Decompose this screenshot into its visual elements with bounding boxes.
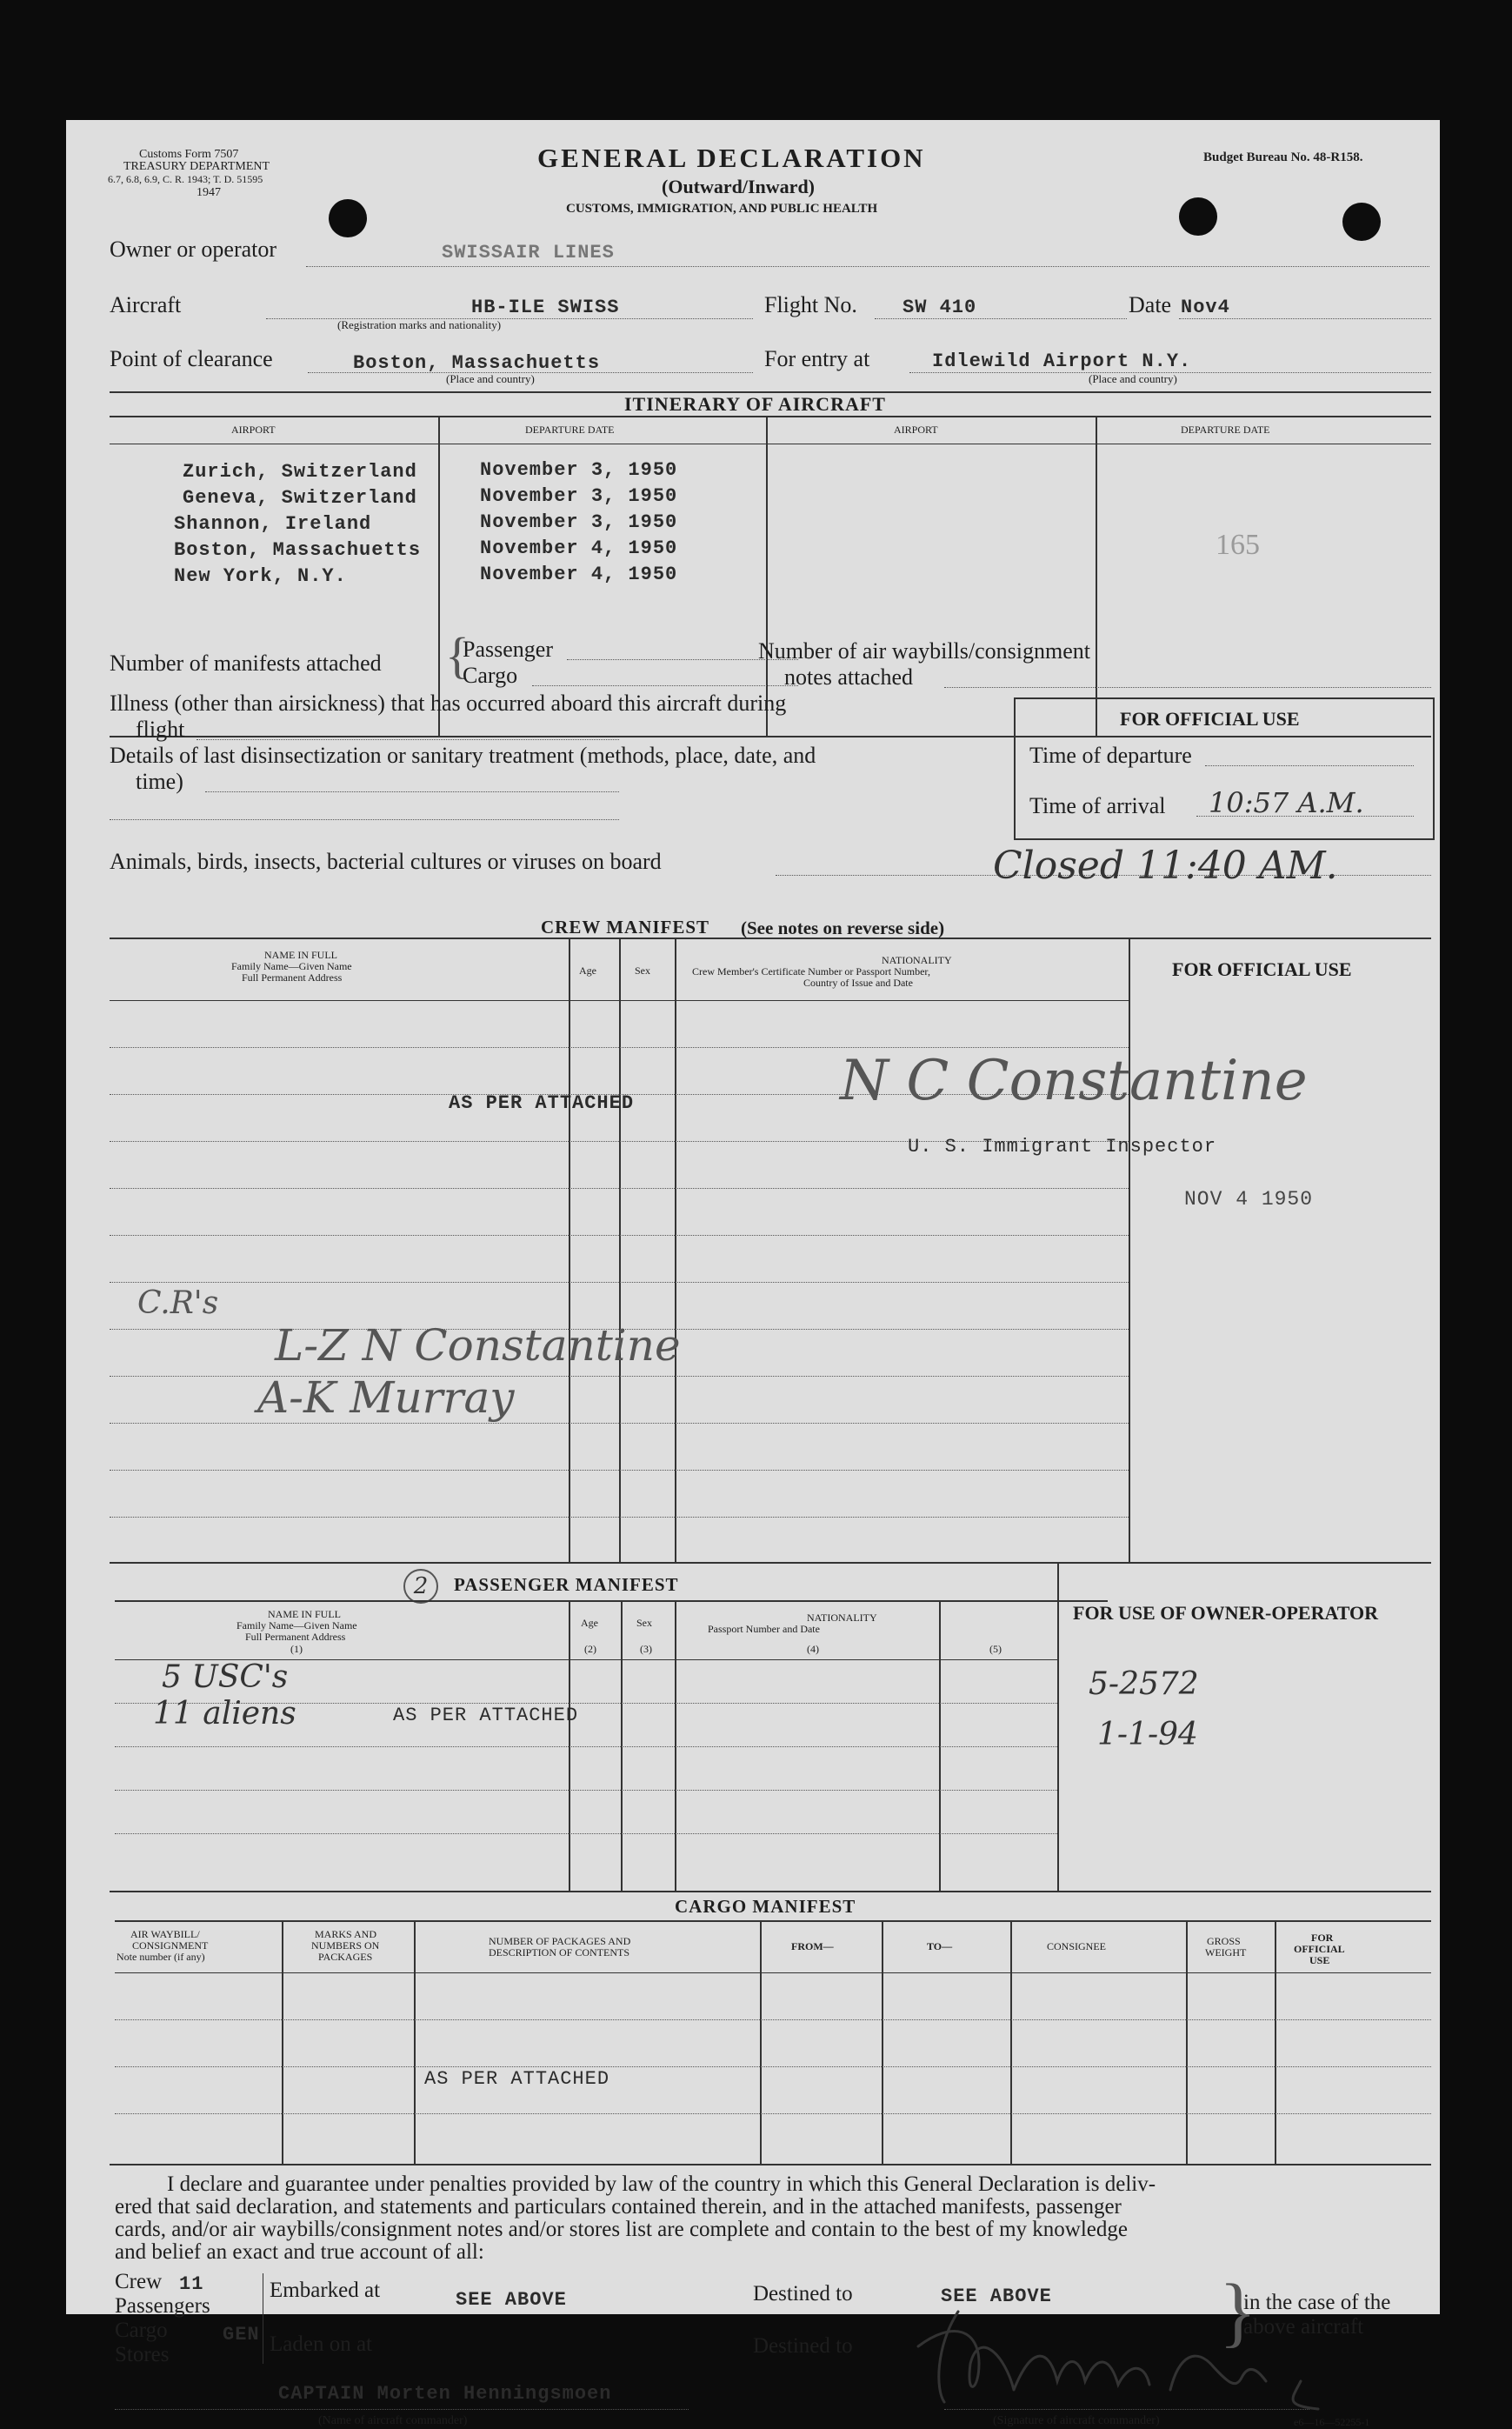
destined-label-2: Destined to — [753, 2334, 853, 2358]
form-code: e6—16—52255-1 — [1294, 2416, 1370, 2428]
aircraft-note: (Registration marks and nationality) — [337, 318, 502, 331]
flight-value: SW 410 — [903, 297, 977, 318]
cargo-label: Cargo — [115, 2319, 168, 2342]
cargo-col-waybill-sub1: CONSIGNMENT — [132, 1939, 209, 1952]
laden-label: Laden on at — [270, 2332, 373, 2356]
itinerary-airport: Geneva, Switzerland — [183, 487, 417, 509]
declaration-line4: and belief an exact and true account of all: — [115, 2240, 484, 2264]
passenger-note-uscs: 5 USC's — [162, 1659, 289, 1695]
crew-note-crs: C.R's — [137, 1285, 219, 1321]
crew-as-per-attached: AS PER ATTACHED — [449, 1092, 635, 1114]
cargo-col-consignee: CONSIGNEE — [1047, 1940, 1106, 1952]
commander-name: CAPTAIN Morten Henningsmoen — [278, 2383, 612, 2405]
itinerary-date: November 3, 1950 — [480, 511, 678, 533]
owner-note-line2: 1-1-94 — [1097, 1717, 1198, 1752]
itinerary-col-airport: AIRPORT — [231, 424, 276, 436]
crew-official-use: FOR OFFICIAL USE — [1172, 958, 1352, 980]
itinerary-date: November 4, 1950 — [480, 537, 678, 559]
budget-bureau-number: Budget Bureau No. 48-R158. — [1203, 150, 1363, 164]
form-subtitle: (Outward/Inward) — [662, 176, 816, 197]
manifests-label: Number of manifests attached — [110, 651, 382, 676]
passenger-col-name-sub2: Full Permanent Address — [245, 1631, 346, 1643]
crew-count: 11 — [179, 2273, 204, 2295]
case-label-2: above aircraft — [1243, 2315, 1364, 2339]
itinerary-title: ITINERARY OF AIRCRAFT — [624, 393, 886, 415]
animals-label: Animals, birds, insects, bacterial cultures or viruses on board — [110, 849, 662, 874]
cargo-col-official-sub1: OFFICIAL — [1294, 1943, 1345, 1955]
customs-form-number: Customs Form 7507 — [139, 148, 239, 161]
commander-signature — [883, 2294, 1344, 2416]
illness-label-line2: flight — [136, 717, 185, 742]
destined-label-1: Destined to — [753, 2282, 853, 2306]
passenger-col-nationality-num: (4) — [807, 1643, 819, 1655]
closed-note: Closed 11:40 AM. — [993, 844, 1338, 888]
treasury-label: TREASURY DEPARTMENT — [123, 160, 270, 173]
crew-manifest-title: CREW MANIFEST — [541, 917, 710, 938]
circled-number: 2 — [403, 1569, 438, 1604]
cargo-col-packages: NUMBER OF PACKAGES AND — [489, 1935, 631, 1947]
signature-label: (Signature of aircraft commander) — [993, 2414, 1160, 2427]
itinerary-airport: New York, N.Y. — [174, 565, 347, 587]
passenger-col-5-num: (5) — [989, 1643, 1002, 1655]
punch-hole — [329, 199, 367, 237]
date-label: Date — [1129, 292, 1172, 317]
clearance-note: (Place and country) — [446, 372, 535, 385]
passenger-col-name-num: (1) — [290, 1643, 303, 1655]
regs-label: 6.7, 6.8, 6.9, C. R. 1943; T. D. 51595 — [108, 173, 263, 185]
cargo-col-marks-sub2: PACKAGES — [318, 1951, 373, 1963]
crew-col-nationality: NATIONALITY — [882, 954, 952, 966]
departure-time-label: Time of departure — [1029, 743, 1192, 768]
clearance-label: Point of clearance — [110, 346, 273, 371]
entry-label: For entry at — [764, 346, 870, 371]
crew-col-name-sub2: Full Permanent Address — [242, 971, 343, 984]
brace-icon: } — [1219, 2269, 1257, 2355]
cargo-manifest-label: Cargo — [463, 663, 518, 688]
embarked-label: Embarked at — [270, 2279, 381, 2302]
owner-operator-use: FOR USE OF OWNER-OPERATOR — [1073, 1602, 1379, 1624]
waybills-label-line1: Number of air waybills/consignment — [758, 638, 1090, 664]
arrival-time-value: 10:57 A.M. — [1209, 786, 1364, 819]
disinsect-label-line1: Details of last disinsectization or sanitary treatment (methods, place, date, and — [110, 743, 816, 768]
form-year: 1947 — [196, 186, 221, 199]
itinerary-airport: Shannon, Ireland — [174, 513, 372, 535]
itinerary-stamp-number: 165 — [1216, 529, 1260, 561]
inspector-title: U. S. Immigrant Inspector — [908, 1136, 1217, 1158]
entry-value: Idlewild Airport N.Y. — [932, 350, 1192, 372]
owner-value: SWISSAIR LINES — [442, 242, 615, 264]
itinerary-col-airport-2: AIRPORT — [894, 424, 938, 436]
itinerary-airport: Boston, Massachuetts — [174, 539, 422, 561]
passenger-col-age-num: (2) — [584, 1643, 596, 1655]
punch-hole — [1179, 197, 1217, 236]
cargo-manifest-title: CARGO MANIFEST — [675, 1896, 856, 1917]
cargo-col-official: FOR — [1311, 1932, 1334, 1944]
passenger-col-age: Age — [581, 1617, 598, 1629]
passenger-note-aliens: 11 aliens — [153, 1696, 296, 1732]
itinerary-date: November 3, 1950 — [480, 485, 678, 507]
cargo-col-official-sub2: USE — [1309, 1954, 1330, 1966]
crew-manifest-note: (See notes on reverse side) — [741, 918, 945, 938]
passengers-label: Passengers — [115, 2294, 210, 2318]
entry-note: (Place and country) — [1089, 372, 1177, 385]
declaration-line1: I declare and guarantee under penalties provided by law of the country in which this General Declaration is deliv- — [167, 2172, 1156, 2196]
aircraft-label: Aircraft — [110, 292, 182, 317]
crew-col-sex: Sex — [635, 964, 650, 977]
crew-col-nationality-sub2: Country of Issue and Date — [803, 977, 913, 989]
cargo-col-waybill-sub2: Note number (if any) — [117, 1951, 205, 1963]
declaration-line2: ered that said declaration, and statements and particulars contained therein, and in the attached manifests, passenger — [115, 2195, 1122, 2219]
waybills-label-line2: notes attached — [784, 664, 913, 690]
punch-hole — [1342, 203, 1381, 241]
embarked-value: SEE ABOVE — [456, 2289, 567, 2311]
arrival-time-label: Time of arrival — [1029, 793, 1166, 818]
crew-note-line2: A-K Murray — [257, 1372, 515, 1423]
passenger-col-sex-num: (3) — [640, 1643, 652, 1655]
crew-col-nationality-sub1: Crew Member's Certificate Number or Passport Number, — [692, 965, 930, 978]
official-use-title: FOR OFFICIAL USE — [1120, 708, 1300, 730]
date-value: Nov4 — [1181, 297, 1230, 318]
itinerary-date: November 4, 1950 — [480, 564, 678, 585]
cargo-col-packages-sub: DESCRIPTION OF CONTENTS — [489, 1946, 630, 1959]
owner-label: Owner or operator — [110, 237, 277, 262]
case-label-1: in the case of the — [1243, 2291, 1391, 2314]
itinerary-airport: Zurich, Switzerland — [183, 461, 417, 483]
cargo-type: GEN — [223, 2324, 260, 2346]
brace-icon: { — [445, 627, 470, 684]
commander-name-label: (Name of aircraft commander) — [318, 2414, 468, 2427]
cargo-col-to: TO— — [927, 1940, 953, 1952]
cargo-col-waybill: AIR WAYBILL/ — [130, 1928, 200, 1940]
crew-label: Crew — [115, 2270, 163, 2293]
aircraft-value: HB-ILE SWISS — [471, 297, 620, 318]
passenger-col-name-sub1: Family Name—Given Name — [236, 1619, 357, 1632]
cargo-col-weight-sub: WEIGHT — [1205, 1946, 1247, 1959]
inspector-signature: N C Constantine — [840, 1049, 1308, 1113]
crew-note-line1: L-Z N Constantine — [275, 1320, 681, 1371]
disinsect-label-line2: time) — [136, 769, 183, 794]
clearance-value: Boston, Massachuetts — [353, 352, 601, 374]
itinerary-date: November 3, 1950 — [480, 459, 678, 481]
crew-col-age: Age — [579, 964, 596, 977]
declaration-line3: cards, and/or air waybills/consignment notes and/or stores list are complete and contain to the best of my knowledge — [115, 2218, 1128, 2241]
passenger-manifest-title: PASSENGER MANIFEST — [454, 1574, 679, 1595]
itinerary-col-departure: DEPARTURE DATE — [525, 424, 615, 436]
inspection-stamp-date: NOV 4 1950 — [1184, 1188, 1314, 1211]
stores-label: Stores — [115, 2343, 170, 2366]
general-declaration-form — [66, 120, 1440, 2428]
passenger-col-sex: Sex — [636, 1617, 652, 1629]
itinerary-col-departure-2: DEPARTURE DATE — [1181, 424, 1270, 436]
owner-note-line1: 5-2572 — [1089, 1666, 1199, 1702]
form-title: GENERAL DECLARATION — [537, 143, 926, 173]
cargo-as-per-attached: AS PER ATTACHED — [424, 2068, 610, 2090]
form-subheading: CUSTOMS, IMMIGRATION, AND PUBLIC HEALTH — [566, 202, 878, 216]
passenger-as-per-attached: AS PER ATTACHED — [393, 1705, 579, 1726]
crew-col-name-sub1: Family Name—Given Name — [231, 960, 352, 972]
cargo-col-from: FROM— — [791, 1940, 834, 1952]
cargo-col-marks: MARKS AND — [315, 1928, 377, 1940]
flight-label: Flight No. — [764, 292, 857, 317]
cargo-col-weight: GROSS — [1207, 1935, 1241, 1947]
cargo-col-marks-sub1: NUMBERS ON — [311, 1939, 380, 1952]
passenger-col-name: NAME IN FULL — [268, 1608, 341, 1620]
destined-value-1: SEE ABOVE — [941, 2286, 1052, 2307]
passenger-col-nationality-sub: Passport Number and Date — [708, 1623, 820, 1635]
crew-col-name: NAME IN FULL — [264, 949, 337, 961]
passenger-col-nationality: NATIONALITY — [807, 1612, 877, 1624]
illness-label-line1: Illness (other than airsickness) that has occurred aboard this aircraft during — [110, 691, 787, 716]
passenger-manifest-label: Passenger — [463, 637, 553, 662]
